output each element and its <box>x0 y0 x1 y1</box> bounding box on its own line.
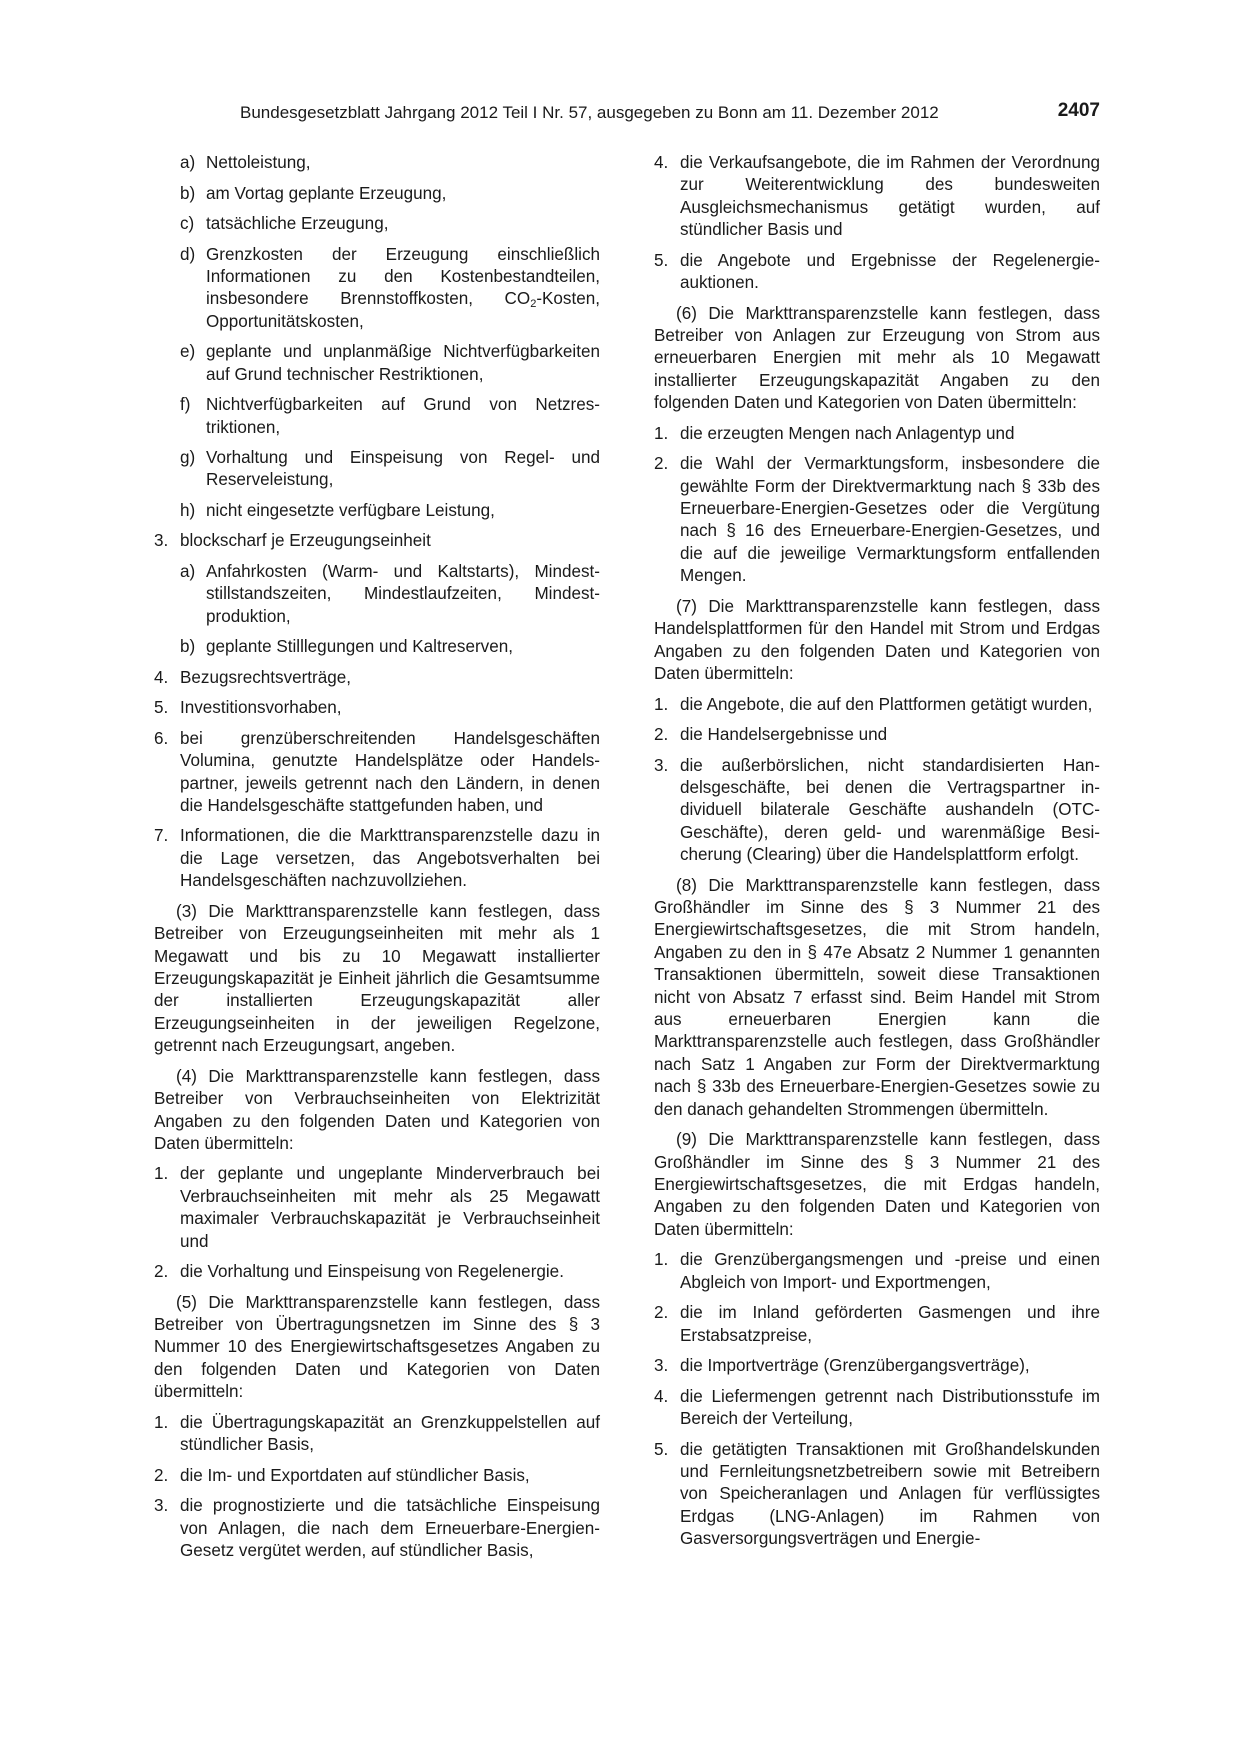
list-label: 5. <box>654 1439 669 1459</box>
list-label: 1. <box>654 423 669 443</box>
list-text: die prognostizierte und die tatsächliche Einspeisung von Anlagen, die nach dem Erneuerbare-Energien-Gesetz vergütet werden, auf stündlicher Basis, <box>180 1496 600 1560</box>
list-item <box>654 694 1100 716</box>
list-label: 5. <box>654 250 669 270</box>
list-text: Nettoleistung, <box>206 153 311 172</box>
list-text: die Verkaufsangebote, die im Rahmen der Verordnung zur Weiterentwicklung des bundesweiten Ausgleichsmechanismus getätigt wurden, auf stündlicher Basis und <box>680 153 1100 240</box>
list-label: 1. <box>154 1164 169 1184</box>
list-item <box>154 561 600 628</box>
list-text: Investitionsvorhaben, <box>180 698 342 718</box>
list-item <box>154 500 600 522</box>
list-text: nicht eingesetzte verfügbare Leistung, <box>206 500 495 520</box>
list-text: die Angebote und Ergebnisse der Regelenergieauktionen. <box>680 250 1100 293</box>
list-item <box>154 447 600 492</box>
list-item <box>154 1495 600 1562</box>
list-text: die Importverträge (Grenzübergangsverträge), <box>680 1356 1030 1376</box>
paragraph: (9) Die Markttransparenzstelle kann festlegen, dass Großhändler im Sinne des § 3 Nummer 21 des Energiewirtschaftsgesetzes, die mit Erdgas handeln, Angaben zu den folgenden Daten und Kategorien von Daten übermitteln: <box>654 1130 1100 1239</box>
list-text: die Im- und Exportdaten auf stündlicher Basis, <box>180 1465 530 1485</box>
list-label: 2. <box>154 1262 169 1282</box>
list-item <box>654 250 1100 295</box>
list-text: geplante Stilllegungen und Kaltreserven, <box>206 637 513 657</box>
list-label: 3. <box>654 755 669 775</box>
paragraph: (3) Die Markttransparenzstelle kann festlegen, dass Betreiber von Erzeugungseinheiten mit mehr als 1 Megawatt und bis zu 10 Megawatt installierter Erzeugungskapazität je Einheit jährlich die Gesamtsumme der installierten Erzeugungskapazität aller Erzeugungseinheiten in der jeweiligen Regelzone, getrennt nach Erzeugungsart, angeben. <box>154 901 600 1056</box>
list-label: 1. <box>654 694 669 714</box>
list-label: 2. <box>154 1465 169 1485</box>
list-item <box>654 423 1100 445</box>
list-text: die Übertragungskapazität an Grenzkuppelstellen auf stündlicher Basis, <box>180 1412 600 1455</box>
list-label: a) <box>180 153 196 172</box>
list-item <box>154 183 600 205</box>
page-number: 2407 <box>1057 100 1100 121</box>
list-text: der geplante und ungeplante Minderverbrauch bei Verbrauchseinheiten mit mehr als 25 Megawatt maximaler Verbrauchskapazität je Verbrauchseinheit und <box>180 1164 600 1251</box>
list-text-part: Grenzkosten der Erzeugung einschließlich Informationen zu den Kostenbestandteilen, insbesondere Brennstoffkosten, CO <box>206 244 600 309</box>
list-text: Nichtverfügbarkeiten auf Grund von Netzrestriktionen, <box>206 395 600 437</box>
list-text: Anfahrkosten (Warm- und Kaltstarts), Mindeststillstandszeiten, Mindestlaufzeiten, Mindestproduktion, <box>206 561 600 626</box>
list-item <box>154 394 600 439</box>
paragraph: (6) Die Markttransparenzstelle kann festlegen, dass Betreiber von Anlagen zur Erzeugung von Strom aus erneuerbaren Energien mit mehr als 10 Megawatt installierter Erzeugungskapazität Angaben zu den folgenden Daten und Kategorien von Daten übermitteln: <box>654 303 1100 413</box>
list-item <box>154 213 600 235</box>
list-text: die außerbörslichen, nicht standardisierten Handelsgeschäfte, bei denen die Vertragspartner individuell bilaterale Geschäfte aushandeln (OTC-Geschäfte), deren geld- und warenmäßige Besicherung (Clearing) über die Handelsplattform erfolgt. <box>680 755 1100 865</box>
list-item <box>154 1261 600 1283</box>
running-head: Bundesgesetzblatt Jahrgang 2012 Teil I Nr. 57, ausgegeben zu Bonn am 11. Dezember 2012 <box>240 103 939 122</box>
list-item <box>154 152 600 174</box>
list-text: die Angebote, die auf den Plattformen getätigt wurden, <box>680 694 1093 714</box>
right-column <box>654 152 1100 1559</box>
list-item <box>154 636 600 658</box>
list-text: tatsächliche Erzeugung, <box>206 214 389 233</box>
list-item <box>654 1355 1100 1377</box>
list-label: b) <box>180 183 196 203</box>
list-label: 4. <box>654 153 669 172</box>
list-item <box>154 530 600 552</box>
list-text: bei grenzüberschreitenden Handelsgeschäften Volumina, genutzte Handelsplätze oder Handelspartner, jeweils getrennt nach den Ländern, in denen die Handelsgeschäfte stattgefunden haben, und <box>180 728 600 815</box>
list-label: 6. <box>154 728 169 748</box>
left-column <box>154 152 600 1571</box>
list-label: 4. <box>154 667 169 687</box>
list-label: 5. <box>154 698 169 718</box>
list-label: g) <box>180 448 196 468</box>
list-label: h) <box>180 500 196 520</box>
list-label: b) <box>180 637 196 657</box>
list-item <box>654 1386 1100 1431</box>
list-text: die Wahl der Vermarktungsform, insbesondere die gewählte Form der Direktvermarktung nach § 33b des Erneuerbare-Energien-Gesetzes oder die Vergütung nach § 16 des Erneuerbare-Energien-Gesetzes, und die auf die jeweilige Vermarktungsform entfallenden Mengen. <box>680 454 1100 586</box>
list-text <box>206 245 600 331</box>
list-text: die Handelsergebnisse und <box>680 725 888 744</box>
list-item <box>154 667 600 689</box>
list-label: 3. <box>154 1496 169 1516</box>
list-item <box>154 825 600 892</box>
list-label: 2. <box>654 725 669 744</box>
list-label: 4. <box>654 1386 669 1406</box>
list-label: c) <box>180 214 195 233</box>
list-label: 3. <box>654 1356 669 1376</box>
list-text: Vorhaltung und Einspeisung von Regel- und Reserveleistung, <box>206 448 600 490</box>
list-label: 1. <box>154 1412 169 1432</box>
list-item <box>154 1465 600 1487</box>
list-text: die erzeugten Mengen nach Anlagentyp und <box>680 423 1015 443</box>
list-item <box>654 755 1100 867</box>
list-text: Bezugsrechtsverträge, <box>180 667 352 687</box>
list-item <box>154 1163 600 1253</box>
list-label: e) <box>180 342 196 362</box>
list-item <box>654 453 1100 587</box>
list-label: 2. <box>654 454 669 474</box>
list-text: die getätigten Transaktionen mit Großhandelskunden und Fernleitungsnetzbetreibern sowie mit Betreibern von Speicheranlagen und Anlagen für verflüssigtes Erdgas (LNG-Anlagen) im Rahmen von Gasversorgungsverträgen und Energie- <box>680 1439 1100 1549</box>
subscript: 2 <box>530 298 537 311</box>
paragraph: (4) Die Markttransparenzstelle kann festlegen, dass Betreiber von Verbrauchseinheiten von Elektrizität Angaben zu den folgenden Daten und Kategorien von Daten übermitteln: <box>154 1066 600 1153</box>
list-text: die Liefermengen getrennt nach Distributionsstufe im Bereich der Verteilung, <box>680 1386 1100 1429</box>
list-text: geplante und unplanmäßige Nichtverfügbarkeiten auf Grund technischer Restriktionen, <box>206 342 600 384</box>
list-item <box>154 697 600 719</box>
list-label: a) <box>180 561 196 581</box>
paragraph: (8) Die Markttransparenzstelle kann festlegen, dass Großhändler im Sinne des § 3 Nummer 21 des Energiewirtschaftsgesetzes, die mit Strom handeln, Angaben zu den in § 47e Absatz 2 Nummer 1 genannten Transaktionen übermitteln, soweit diese Transaktionen nicht von Absatz 7 erfasst sind. Beim Handel mit Strom aus erneuerbaren Energien kann die Markttransparenzstelle auch festlegen, dass Großhändler nach Satz 1 Angaben zur Form der Direktvermarktung nach § 33b des Erneuerbare-Energien-Gesetzes sowie zu den danach gehandelten Strommengen übermitteln. <box>654 875 1100 1119</box>
list-label: 7. <box>154 826 169 846</box>
list-item <box>654 1249 1100 1294</box>
list-label: 1. <box>654 1250 669 1270</box>
list-item <box>154 728 600 818</box>
list-item <box>654 724 1100 746</box>
list-item <box>654 1439 1100 1551</box>
list-text: am Vortag geplante Erzeugung, <box>206 183 447 203</box>
list-label: 2. <box>654 1303 669 1323</box>
list-text: blockscharf je Erzeugungseinheit <box>180 531 431 551</box>
list-text: die Grenzübergangsmengen und -preise und einen Abgleich von Import- und Exportmengen, <box>680 1250 1100 1292</box>
list-label: 3. <box>154 531 169 551</box>
list-label: f) <box>180 395 191 415</box>
paragraph: (5) Die Markttransparenzstelle kann festlegen, dass Betreiber von Übertragungsnetzen im Sinne des § 3 Nummer 10 des Energiewirtschaftsgesetzes Angaben zu den folgenden Daten und Kategorien von Daten übermitteln: <box>154 1292 600 1402</box>
list-text: Informationen, die die Markttransparenzstelle dazu in die Lage versetzen, das Angebotsverhalten bei Handelsgeschäften nachzuvollziehen. <box>180 826 600 891</box>
list-label: d) <box>180 244 196 264</box>
list-item <box>154 341 600 386</box>
page-header <box>240 101 1100 127</box>
list-item <box>654 1302 1100 1347</box>
list-item <box>154 244 600 334</box>
list-text: die Vorhaltung und Einspeisung von Regelenergie. <box>180 1262 564 1282</box>
paragraph: (7) Die Markttransparenzstelle kann festlegen, dass Handelsplattformen für den Handel mit Strom und Erdgas Angaben zu den folgenden Daten und Kategorien von Daten übermitteln: <box>654 596 1100 683</box>
list-item <box>154 1412 600 1457</box>
list-text: die im Inland geförderten Gasmengen und ihre Erstabsatzpreise, <box>680 1303 1100 1345</box>
list-item <box>654 152 1100 242</box>
list-text-part: -Kosten, Opportunitätskosten, <box>206 289 600 331</box>
